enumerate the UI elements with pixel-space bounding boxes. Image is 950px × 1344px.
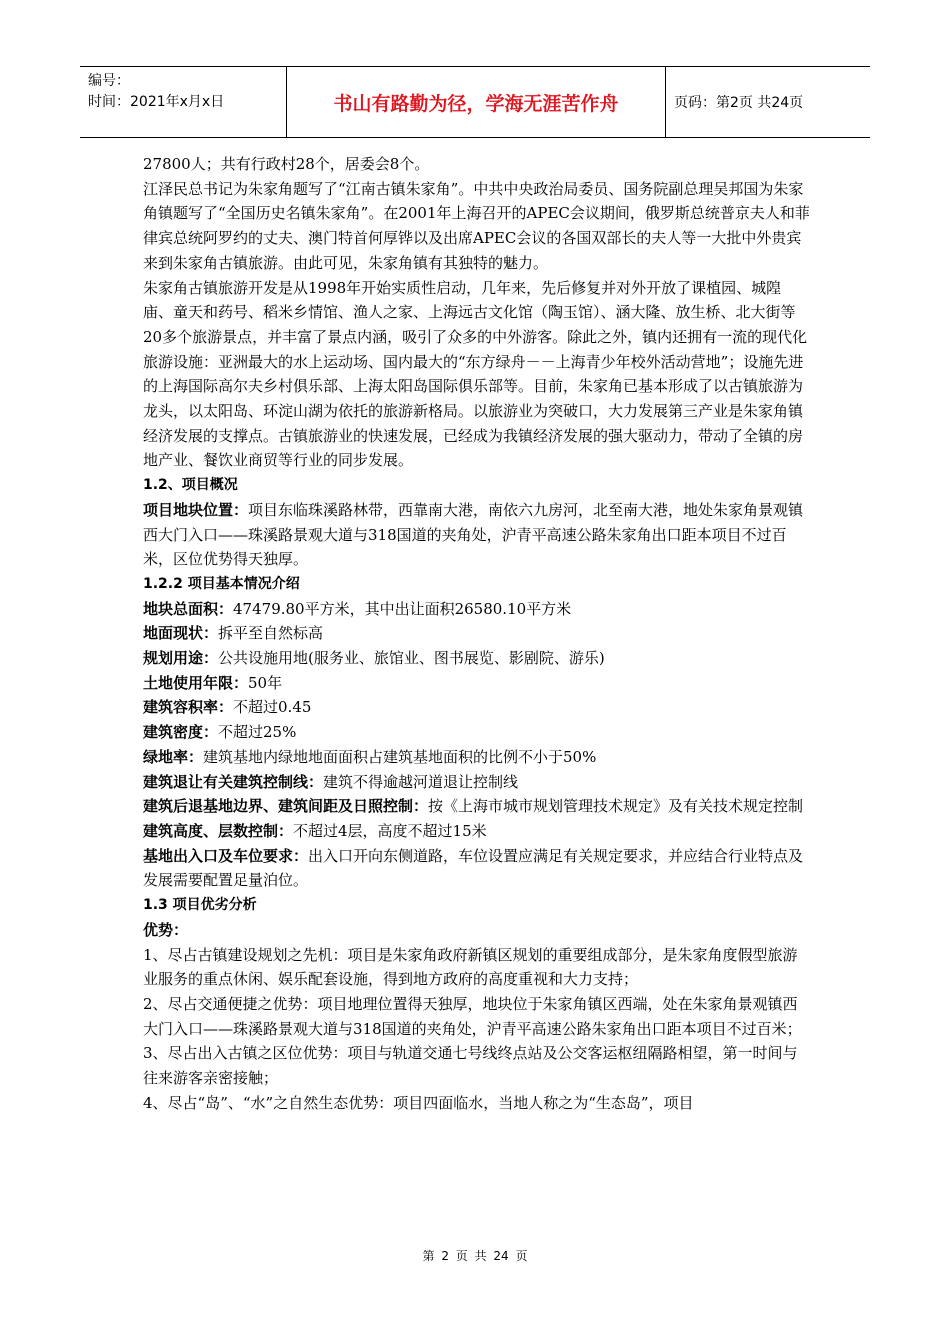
field-label: 建筑后退基地边界、建筑间距及日照控制： <box>143 797 429 816</box>
spec-item <box>143 819 811 844</box>
section-heading: 1.2.2 项目基本情况介绍 <box>143 575 300 592</box>
field-label: 土地使用年限： <box>143 673 249 692</box>
field-value: 建筑不得逾越河道退让控制线 <box>323 772 519 791</box>
field-value: 出入口开向东侧道路，车位设置应满足有关规定要求，并应结合行业特点及发展需要配置足量泊位。 <box>143 846 804 890</box>
spec-item <box>143 671 811 696</box>
advantage-item: 4、尽占“岛”、“水”之自然生态优势：项目四面临水，当地人称之为“生态岛”，项目 <box>143 1093 694 1112</box>
field-value: 拆平至自然标高 <box>218 624 324 643</box>
page-footer: 第 2 页 共 24 页 <box>422 1249 528 1263</box>
field-label: 基地出入口及车位要求： <box>143 846 309 865</box>
field-label: 地面现状： <box>143 624 219 643</box>
header-motto: 书山有路勤为径，学海无涯苦作舟 <box>286 67 666 137</box>
field-value: 项目东临珠溪路林带，西靠南大港，南依六九房河，北至南大港，地处朱家角景观镇西大门入口——珠溪路景观大道与318国道的夹角处，沪青平高速公路朱家角出口距本项目不过百米，区位优势得天独厚。 <box>143 500 804 569</box>
field-value: 建筑基地内绿地地面面积占建筑基地面积的比例不小于50% <box>203 747 597 766</box>
header-meta <box>80 67 286 137</box>
spec-item <box>143 745 811 770</box>
field-label: 建筑退让有关建筑控制线： <box>143 772 324 791</box>
field-value: 50年 <box>248 673 283 692</box>
advantage-item: 1、尽占古镇建设规划之先机：项目是朱家角政府新镇区规划的重要组成部分，是朱家角度假型旅游业服务的重点休闲、娱乐配套设施，得到地方政府的高度重视和大力支持； <box>143 945 798 989</box>
field-label: 项目地块位置： <box>143 500 249 519</box>
field-label: 建筑高度、层数控制： <box>143 821 294 840</box>
page-header <box>80 66 870 138</box>
paragraph <box>143 498 811 572</box>
field-label: 绿地率： <box>143 747 204 766</box>
field-value: 按《上海市城市规划管理技术规定》及有关技术规定控制 <box>428 797 804 816</box>
paragraph: 27800人；共有行政村28个，居委会8个。 <box>143 155 430 173</box>
advantages-label: 优势： <box>143 920 189 939</box>
field-value: 不超过4层，高度不超过15米 <box>293 821 487 840</box>
spec-item <box>143 770 811 795</box>
field-value: 不超过25% <box>218 723 297 742</box>
spec-item <box>143 794 811 819</box>
document-number: 编号： <box>88 73 130 89</box>
field-label: 规划用途： <box>143 649 219 668</box>
spec-item <box>143 844 811 893</box>
section-heading: 1.3 项目优劣分析 <box>143 897 257 914</box>
header-page-info: 页码：第2页 共24页 <box>674 95 804 111</box>
spec-item <box>143 621 811 646</box>
spec-item <box>143 597 811 622</box>
document-date: 时间：2021年x月x日 <box>88 94 225 110</box>
paragraph: 江泽民总书记为朱家角题写了“江南古镇朱家角”。中共中央政治局委员、国务院副总理吴邦国为朱家角镇题写了“全国历史名镇朱家角”。在2001年上海召开的APEC会议期间，俄罗斯总统普京夫人和菲律宾总统阿罗约的丈夫、澳门特首何厚铧以及出席APEC会议的各国双部长的夫人等一大批中外贵宾来到朱家角古镇旅游。由此可见，朱家角镇有其独特的魅力。 <box>143 179 810 272</box>
field-label: 建筑密度： <box>143 723 219 742</box>
spec-item <box>143 646 811 671</box>
advantage-item: 2、尽占交通便捷之优势：项目地理位置得天独厚，地块位于朱家角镇区西端，处在朱家角景观镇西大门入口——珠溪路景观大道与318国道的夹角处，沪青平高速公路朱家角出口距本项目不过百米； <box>143 994 802 1038</box>
spec-item <box>143 695 811 720</box>
field-value: 公共设施用地(服务业、旅馆业、图书展览、影剧院、游乐) <box>218 649 605 668</box>
paragraph: 朱家角古镇旅游开发是从1998年开始实质性启动，几年来，先后修复并对外开放了课植园、城隍庙、童天和药号、稻米乡情馆、渔人之家、上海远古文化馆（陶玉馆）、涵大隆、放生桥、北大街等20多个旅游景点，并丰富了景点内涵，吸引了众多的中外游客。除此之外，镇内还拥有一流的现代化旅游设施：亚洲最大的水上运动场、国内最大的“东方绿舟－－上海青少年校外活动营地”；设施先进的上海国际高尔夫乡村俱乐部、上海太阳岛国际俱乐部等。目前，朱家角已基本形成了以古镇旅游为龙头，以太阳岛、环淀山湖为依托的旅游新格局。以旅游业为突破口，大力发展第三产业是朱家角镇经济发展的支撑点。古镇旅游业的快速发展，已经成为我镇经济发展的强大驱动力，带动了全镇的房地产业、餐饮业商贸等行业的同步发展。 <box>143 278 808 470</box>
advantage-item: 3、尽占出入古镇之区位优势：项目与轨道交通七号线终点站及公交客运枢纽隔路相望，第一时间与往来游客亲密接触； <box>143 1044 798 1088</box>
document-body <box>143 152 811 1115</box>
field-label: 建筑容积率： <box>143 698 234 717</box>
spec-item <box>143 720 811 745</box>
field-label: 地块总面积： <box>143 599 234 618</box>
section-heading: 1.2、项目概况 <box>143 477 238 494</box>
field-value: 不超过0.45 <box>233 698 312 717</box>
field-value: 47479.80平方米，其中出让面积26580.10平方米 <box>233 599 572 618</box>
